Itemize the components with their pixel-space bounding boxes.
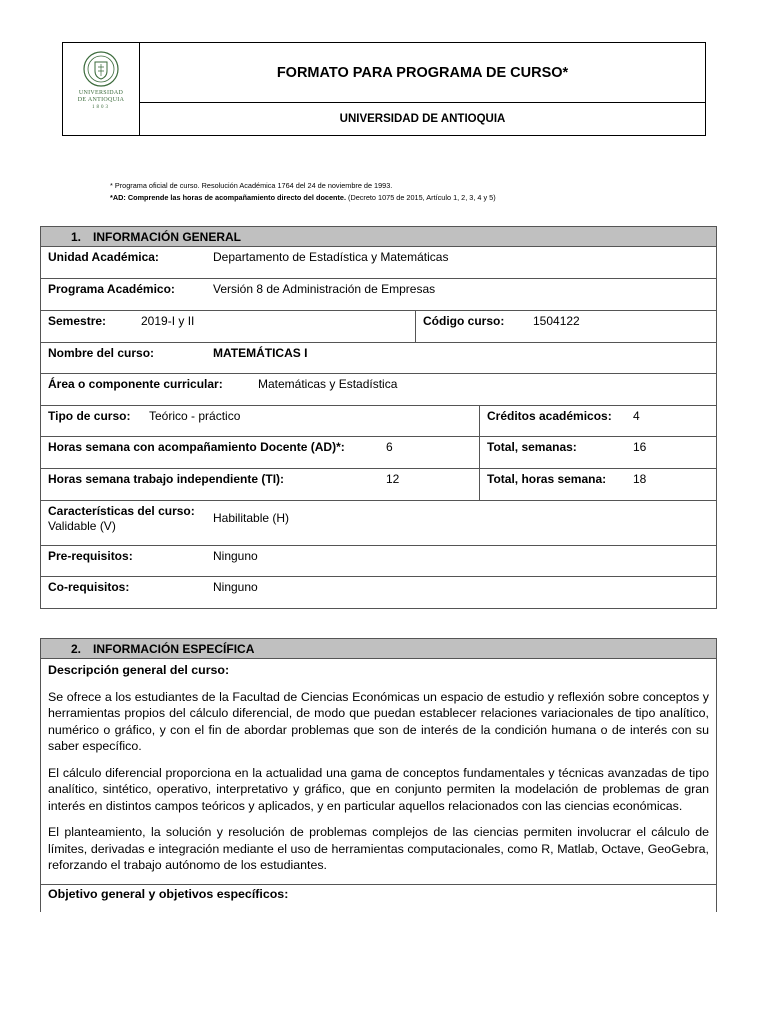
nombre-label: Nombre del curso: [48, 346, 155, 360]
creditos-value: 4 [633, 409, 640, 423]
row-semestre-codigo [41, 311, 716, 343]
total-semanas-value: 16 [633, 440, 647, 454]
section-title: INFORMACIÓN ESPECÍFICA [93, 641, 255, 656]
description-paragraph-3: El planteamiento, la solución y resolución de problemas complejos de las ciencias permiten involucrar el cálculo de límites, derivadas e integración mediante el uso de herramientas computacionales, como R, Matlab, Octave, GeoGebra, reforzando el trabajo autónomo de los estudiantes. [48, 825, 709, 872]
semestre-label: Semestre: [48, 314, 107, 328]
creditos-label: Créditos académicos: [487, 409, 612, 423]
corequisitos-label: Co-requisitos: [48, 580, 130, 594]
section-header-especifica [41, 638, 716, 659]
row-horas-ti [41, 469, 716, 501]
row-tipo-creditos [41, 406, 716, 437]
logo-name-line2: DE ANTIOQUIA [77, 97, 125, 103]
note-ad-decree: (Decreto 1075 de 2015, Artículo 1, 2, 3, 4 y 5) [345, 193, 496, 202]
section-number: 2. [71, 641, 82, 656]
note-ad-bold: *AD: Comprende las horas de acompañamiento directo del docente. [110, 193, 346, 202]
horas-ti-label: Horas semana trabajo independiente (TI): [48, 472, 285, 486]
course-description [41, 659, 716, 874]
descripcion-heading: Descripción general del curso: [48, 663, 230, 677]
tipo-label: Tipo de curso: [48, 409, 131, 423]
total-semanas-label: Total, semanas: [487, 440, 577, 454]
area-value: Matemáticas y Estadística [258, 377, 398, 391]
programa-value: Versión 8 de Administración de Empresas [213, 282, 436, 296]
codigo-label: Código curso: [423, 314, 505, 328]
description-paragraph-1: Se ofrece a los estudiantes de la Facultad de Ciencias Económicas un espacio de estudio y reflexión sobre conceptos y herramientas propios del cálculo diferencial, de modo que puedan establecer relaciones variacionales de tipo analítico, numérico o gráfico, y con el fin de abordar problemas que son de interés de la condición humana o de interés con su saber específico. [48, 689, 709, 753]
unidad-label: Unidad Académica: [48, 250, 159, 264]
general-info-table [40, 226, 717, 609]
row-area [41, 374, 716, 406]
prerequisitos-label: Pre-requisitos: [48, 549, 133, 563]
divider [479, 406, 480, 436]
validable-option: Validable (V) [48, 519, 116, 533]
note-resolution: * Programa oficial de curso. Resolución Académica 1764 del 24 de noviembre de 1993. [110, 181, 393, 190]
row-prerequisitos [41, 546, 716, 577]
habilitable-option: Habilitable (H) [213, 511, 290, 525]
total-horas-label: Total, horas semana: [487, 472, 607, 486]
description-paragraph-2: El cálculo diferencial proporciona en la actualidad una gama de conceptos fundamentales y técnicas avanzadas de tipo analítico, sintético, operativo, interpretativo y gráfico, que en conjunto permiten la modelación de problemas de gran interés en distintos campos teóricos y aplicados, y en particular aquellos relacionados con las ciencias económicas. [48, 765, 709, 813]
divider [479, 437, 480, 468]
row-caracteristicas [41, 501, 716, 546]
footnotes [110, 180, 496, 204]
university-logo [63, 43, 140, 135]
logo-year: 1803 [92, 105, 110, 110]
horas-ad-label: Horas semana con acompañamiento Docente (AD)*: [48, 440, 345, 454]
prerequisitos-value: Ninguno [213, 549, 258, 563]
institution-name: UNIVERSIDAD DE ANTIOQUIA [339, 113, 506, 125]
semestre-value: 2019-I y II [141, 314, 195, 328]
seal-icon [82, 50, 120, 88]
caracteristicas-label: Características del curso: [48, 504, 195, 518]
row-programa [41, 279, 716, 311]
note-ad [110, 192, 496, 204]
objetivos-heading: Objetivo general y objetivos específicos: [41, 884, 716, 912]
codigo-value: 1504122 [533, 314, 580, 328]
row-unidad [41, 247, 716, 279]
tipo-value: Teórico - práctico [149, 409, 241, 423]
document-title: FORMATO PARA PROGRAMA DE CURSO* [140, 43, 705, 103]
divider [479, 469, 480, 500]
nombre-value: MATEMÁTICAS I [213, 346, 308, 360]
row-corequisitos [41, 577, 716, 609]
section-header-general [41, 226, 716, 247]
document-header [62, 42, 706, 136]
programa-label: Programa Académico: [48, 282, 175, 296]
divider [415, 311, 416, 342]
horas-ti-value: 12 [386, 472, 400, 486]
row-horas-ad [41, 437, 716, 469]
corequisitos-value: Ninguno [213, 580, 258, 594]
row-nombre [41, 343, 716, 374]
section-title: INFORMACIÓN GENERAL [93, 229, 242, 244]
section-number: 1. [71, 229, 82, 244]
logo-name-line1: UNIVERSIDAD [78, 90, 124, 96]
unidad-value: Departamento de Estadística y Matemáticas [213, 250, 449, 264]
horas-ad-value: 6 [386, 440, 393, 454]
total-horas-value: 18 [633, 472, 647, 486]
area-label: Área o componente curricular: [48, 377, 223, 391]
specific-info-section [40, 638, 717, 912]
